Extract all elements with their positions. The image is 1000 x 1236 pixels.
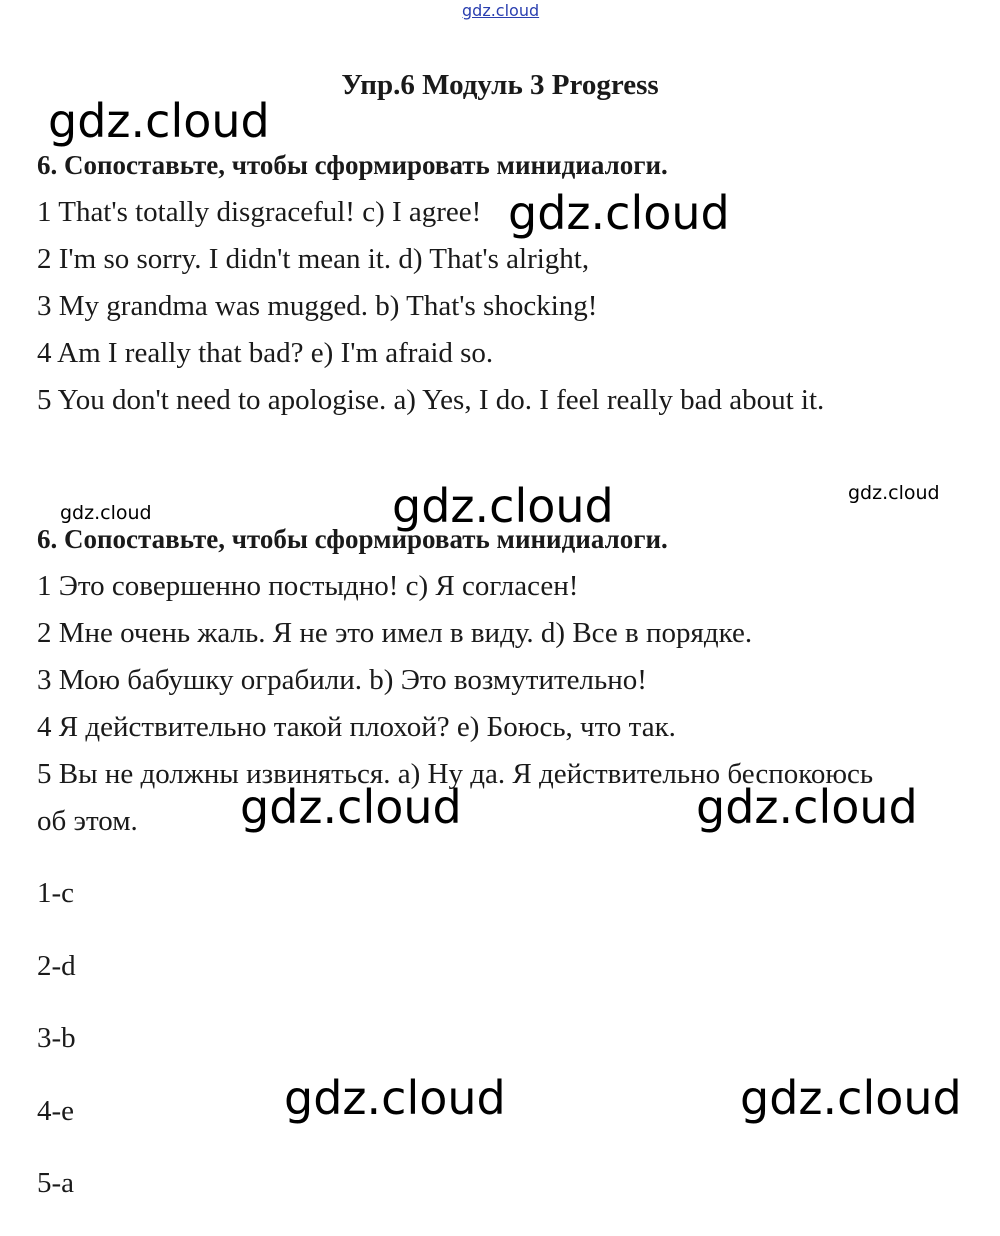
watermark: gdz.cloud: [48, 94, 270, 148]
russian-line-1: 1 Это совершенно постыдно! с) Я согласен!: [37, 570, 579, 602]
answer-3: 3-b: [37, 1022, 76, 1054]
answer-4: 4-e: [37, 1095, 75, 1127]
russian-section-heading: 6. Сопоставьте, чтобы сформировать минидиалоги.: [37, 524, 668, 554]
answer-5: 5-a: [37, 1167, 75, 1199]
english-line-1: 1 That's totally disgraceful! c) I agree!: [37, 196, 482, 228]
watermark: gdz.cloud: [284, 1071, 506, 1125]
english-line-3: 3 My grandma was mugged. b) That's shocking!: [37, 290, 598, 322]
english-line-4: 4 Am I really that bad? e) I'm afraid so.: [37, 337, 494, 369]
watermark: gdz.cloud: [508, 186, 730, 240]
watermark: gdz.cloud: [60, 502, 152, 524]
russian-line-5-continued: об этом.: [37, 805, 138, 837]
watermark: gdz.cloud: [848, 482, 940, 504]
russian-line-2: 2 Мне очень жаль. Я не это имел в виду. d) Все в порядке.: [37, 617, 753, 649]
english-line-2: 2 I'm so sorry. I didn't mean it. d) That's alright,: [37, 243, 590, 275]
russian-line-4: 4 Я действительно такой плохой? е) Боюсь, что так.: [37, 711, 676, 743]
english-line-5: 5 You don't need to apologise. a) Yes, I do. I feel really bad about it.: [37, 384, 825, 416]
english-section-heading: 6. Сопоставьте, чтобы сформировать минидиалоги.: [37, 150, 668, 180]
russian-line-5: 5 Вы не должны извиняться. а) Ну да. Я действительно беспокоюсь: [37, 758, 874, 790]
watermark: gdz.cloud: [392, 479, 614, 533]
page-title: Упр.6 Модуль 3 Progress: [341, 69, 659, 101]
russian-line-3: 3 Мою бабушку ограбили. b) Это возмутительно!: [37, 664, 647, 696]
watermark: gdz.cloud: [740, 1071, 962, 1125]
watermark: gdz.cloud: [696, 780, 918, 834]
answer-2: 2-d: [37, 950, 76, 982]
header-watermark-link[interactable]: gdz.cloud: [462, 1, 540, 20]
watermark: gdz.cloud: [240, 780, 462, 834]
answer-1: 1-c: [37, 877, 75, 909]
